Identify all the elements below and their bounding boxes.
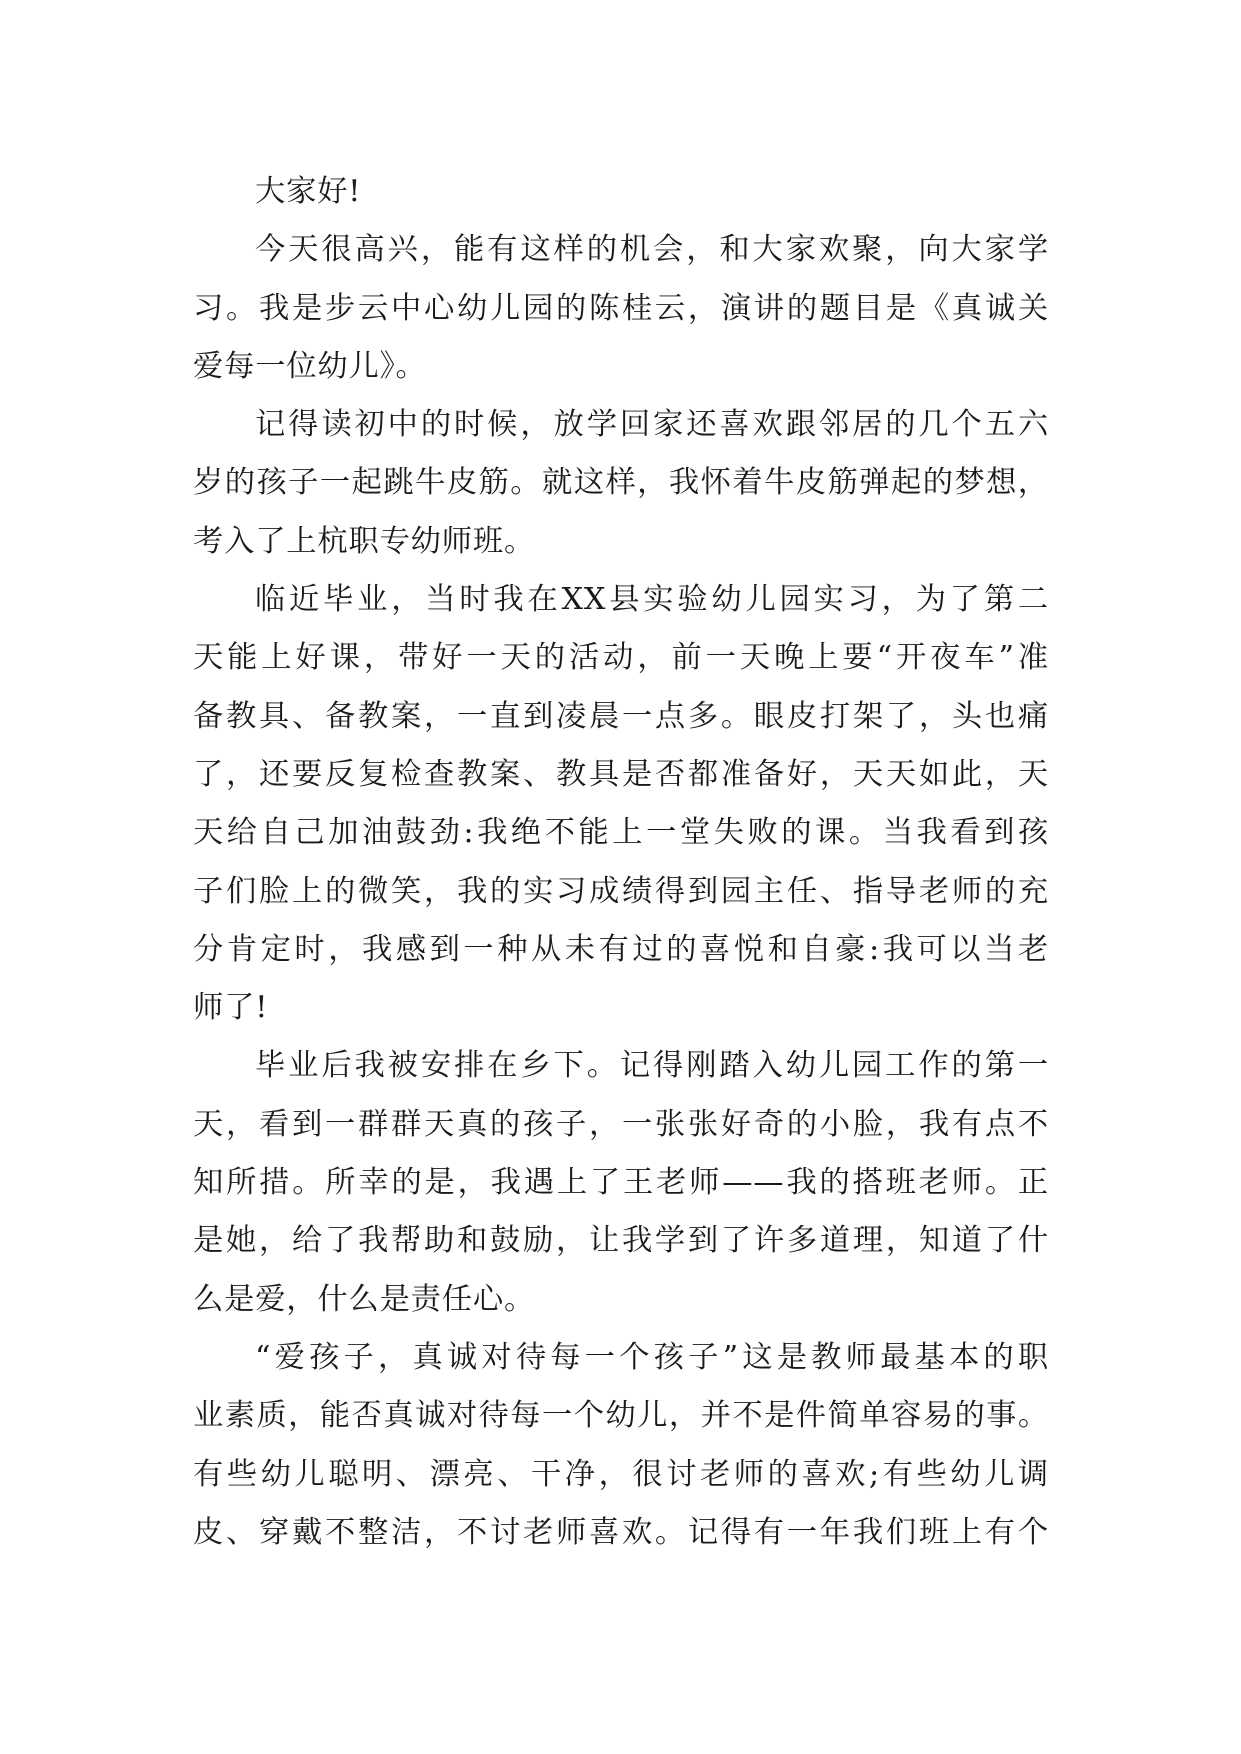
text-line: 有些幼儿聪明、漂亮、干净，很讨老师的喜欢;有些幼儿调 — [193, 1456, 1049, 1492]
text-line: 大家好! — [255, 174, 362, 209]
text-line: 临近毕业，当时我在XX县实验幼儿园实习，为了第二 — [255, 582, 1049, 618]
paragraph-internship — [193, 571, 1049, 1037]
text-line: 皮、穿戴不整洁，不讨老师喜欢。记得有一年我们班上有个 — [193, 1514, 1049, 1550]
text-line: 分肯定时，我感到一种从未有过的喜悦和自豪:我可以当老 — [193, 931, 1049, 967]
text-line: 子们脸上的微笑，我的实习成绩得到园主任、指导老师的充 — [193, 873, 1049, 909]
paragraph-first-job — [193, 1037, 1049, 1328]
text-line: 天给自己加油鼓劲:我绝不能上一堂失败的课。当我看到孩 — [193, 815, 1049, 851]
text-line: 考入了上杭职专幼师班。 — [193, 523, 536, 559]
text-line: 备教具、备教案，一直到凌晨一点多。眼皮打架了，头也痛 — [193, 698, 1049, 734]
text-line: 爱每一位幼儿》。 — [193, 348, 427, 384]
text-line: 今天很高兴，能有这样的机会，和大家欢聚，向大家学 — [255, 232, 1049, 268]
document-body — [193, 163, 1049, 1562]
text-line: 记得读初中的时候，放学回家还喜欢跟邻居的几个五六 — [255, 407, 1049, 443]
text-line: 岁的孩子一起跳牛皮筋。就这样，我怀着牛皮筋弹起的梦想， — [193, 465, 1049, 501]
text-line: 师了! — [193, 990, 269, 1026]
text-line: “爱孩子，真诚对待每一个孩子”这是教师最基本的职 — [255, 1339, 1049, 1375]
paragraph-love-children — [193, 1329, 1049, 1562]
text-line: 习。我是步云中心幼儿园的陈桂云，演讲的题目是《真诚关 — [193, 290, 1049, 326]
text-line: 知所措。所幸的是，我遇上了王老师——我的搭班老师。正 — [193, 1165, 1049, 1201]
text-line: 毕业后我被安排在乡下。记得刚踏入幼儿园工作的第一 — [255, 1048, 1049, 1084]
text-line: 天能上好课，带好一天的活动，前一天晚上要“开夜车”准 — [193, 640, 1049, 676]
text-line: 了，还要反复检查教案、教具是否都准备好，天天如此，天 — [193, 756, 1049, 792]
text-line: 业素质，能否真诚对待每一个幼儿，并不是件简单容易的事。 — [193, 1398, 1049, 1434]
text-line: 么是爱，什么是责任心。 — [193, 1281, 536, 1317]
text-line: 天，看到一群群天真的孩子，一张张好奇的小脸，我有点不 — [193, 1106, 1049, 1142]
text-line: 是她，给了我帮助和鼓励，让我学到了许多道理，知道了什 — [193, 1223, 1049, 1259]
paragraph-introduction — [193, 221, 1049, 396]
paragraph-greeting — [193, 163, 1049, 221]
paragraph-childhood — [193, 396, 1049, 571]
